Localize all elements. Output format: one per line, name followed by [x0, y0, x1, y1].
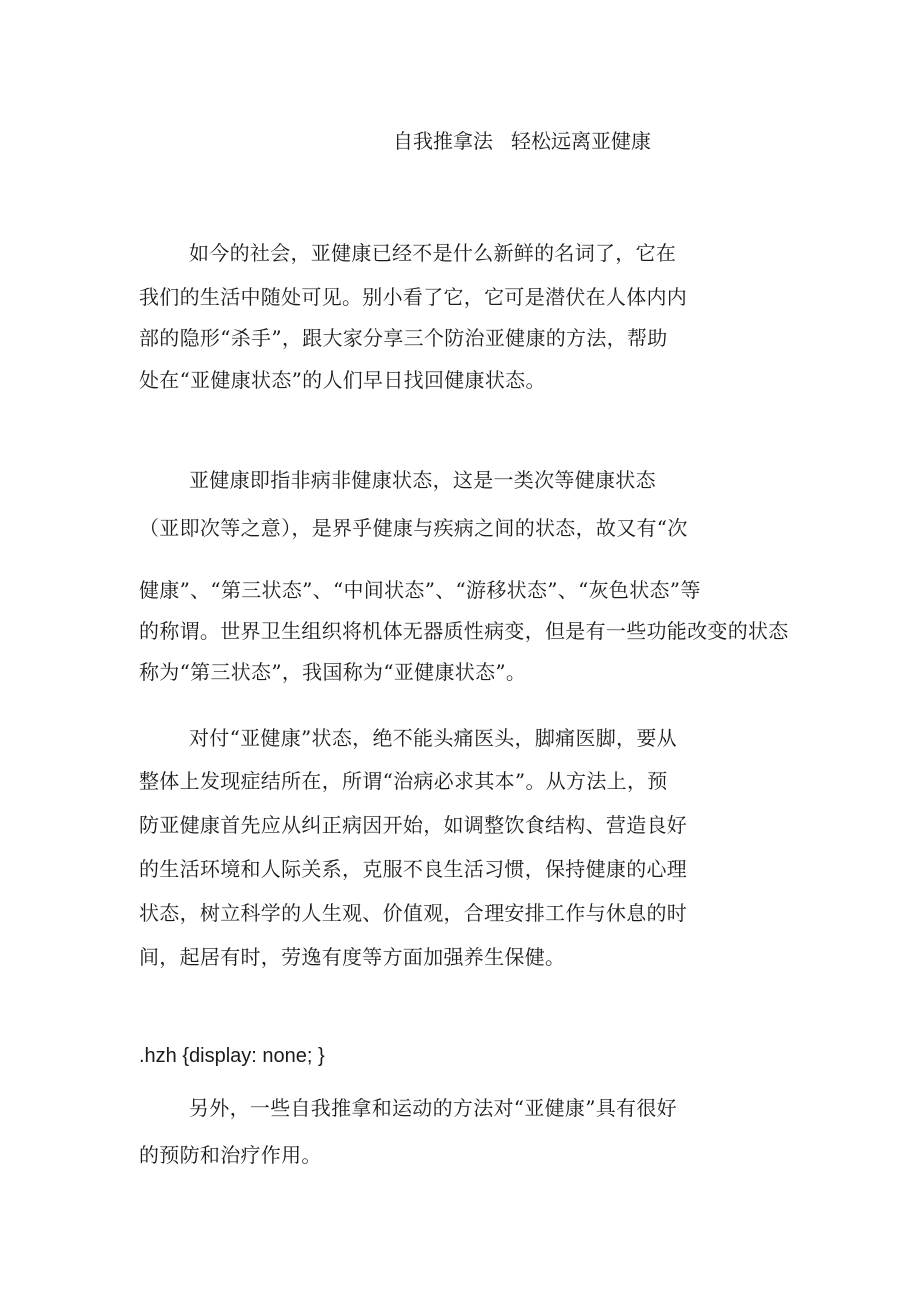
document-title	[393, 128, 651, 154]
paragraph-3-line-5: 状态，树立科学的人生观、价值观，合理安排工作与休息的时	[139, 901, 688, 925]
final-paragraph-line-1: 另外，一些自我推拿和运动的方法对“亚健康”具有很好	[189, 1096, 677, 1120]
paragraph-2-line-3: 健康”、“第三状态”、“中间状态”、“游移状态”、“灰色状态”等	[139, 578, 701, 602]
paragraph-2-line-2: （亚即次等之意），是界乎健康与疾病之间的状态，故又有“次	[139, 516, 688, 540]
paragraph-1-line-4: 处在“亚健康状态”的人们早日找回健康状态。	[139, 368, 546, 392]
paragraph-2-line-4: 的称谓。世界卫生组织将机体无器质性病变，但是有一些功能改变的状态	[139, 619, 789, 643]
title-part-1: 自我推拿法	[393, 129, 493, 153]
paragraph-2-line-1: 亚健康即指非病非健康状态，这是一类次等健康状态	[189, 468, 656, 492]
paragraph-1-line-2: 我们的生活中随处可见。别小看了它，它可是潜伏在人体内内	[139, 285, 688, 309]
paragraph-3-line-4: 的生活环境和人际关系，克服不良生活习惯，保持健康的心理	[139, 857, 688, 881]
paragraph-3-line-1: 对付“亚健康”状态，绝不能头痛医头，脚痛医脚，要从	[189, 726, 677, 750]
stray-css-text: .hzh {display: none; }	[139, 1045, 325, 1067]
title-part-2: 轻松远离亚健康	[511, 129, 651, 153]
paragraph-1-line-1: 如今的社会，亚健康已经不是什么新鲜的名词了，它在	[189, 241, 677, 265]
paragraph-2-line-5: 称为“第三状态”，我国称为“亚健康状态”。	[139, 660, 527, 684]
paragraph-3-line-6: 间，起居有时，劳逸有度等方面加强养生保健。	[139, 945, 566, 969]
paragraph-3-line-2: 整体上发现症结所在，所谓“治病必求其本”。从方法上，预	[139, 769, 668, 793]
paragraph-1-line-3: 部的隐形“杀手”，跟大家分享三个防治亚健康的方法，帮助	[139, 326, 668, 350]
paragraph-3-line-3: 防亚健康首先应从纠正病因开始，如调整饮食结构、营造良好	[139, 813, 688, 837]
final-paragraph-line-2: 的预防和治疗作用。	[139, 1143, 322, 1167]
